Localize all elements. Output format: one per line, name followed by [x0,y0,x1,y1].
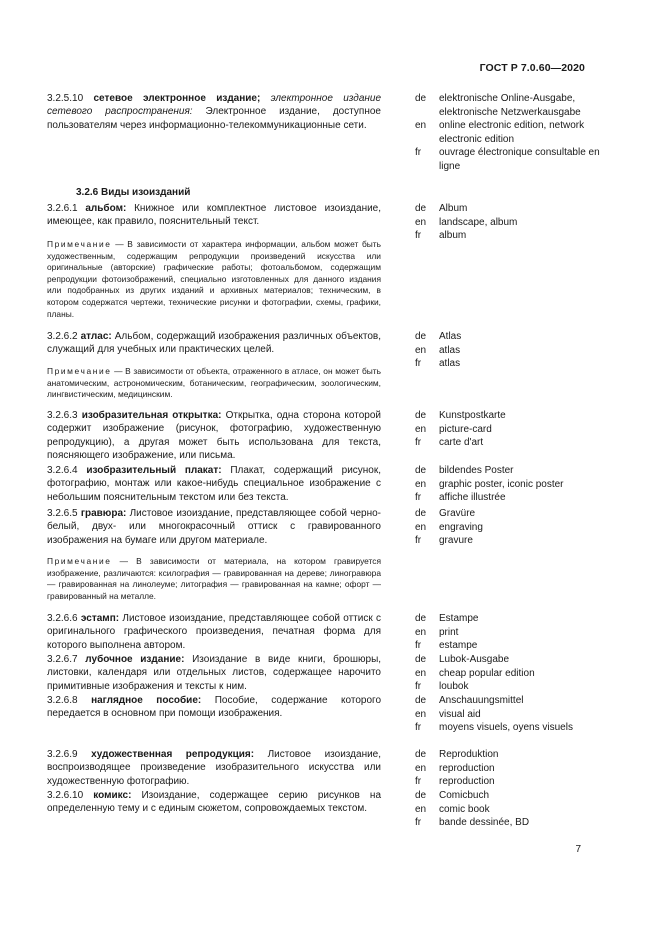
translated-term: Gravüre [439,508,476,519]
translated-term: album [439,230,467,242]
language-code: de [415,331,427,342]
translated-term: graphic poster, iconic poster [439,478,564,490]
translated-term: engraving [439,521,483,533]
translated-term: Reproduktion [439,749,499,760]
note: Примечание — В зависимости от характера информации, альбом может быть художественным, содержащим репродукции произведений искусства или оригинальные (авторские) графические работы; фотоальбомом, содержащим репродукции фотоизображений, специально изготовленных для данного издания или подобранных из других изданий и архивных материалов; техническим, в котором содержатся чертежи, технические рисунки и фотографии, схемы, графики, планы. [47,239,382,319]
term-entry: 3.2.6.1 альбом: Книжное или комплектное листовое изоиздание, имеющее, как правило, пояснительный текст. [47,203,382,228]
translated-term: online electronic edition, network electronic edition [439,120,585,145]
term-translation [415,229,615,243]
translated-term: Comicbuch [439,790,490,801]
language-code: en [415,344,427,356]
language-code: de [415,465,427,476]
term-translation [415,478,615,492]
term-translation [415,202,615,216]
translated-term: gravure [439,535,473,547]
term-translation [415,507,615,521]
foreign-equivalents [415,202,615,243]
foreign-equivalents [415,748,615,789]
term-translation [415,789,615,803]
language-code: en [415,120,427,132]
term-translation [415,639,615,653]
term-translation [415,612,615,626]
term-translation [415,92,615,119]
language-code: de [415,613,427,624]
language-code: en [415,521,427,533]
note: Примечание — В зависимости от объекта, отраженного в атласе, он может быть анатомическим, астрономическим, ботаническим, географическим, зоологическим, лингвистическим, медицинским. [47,366,381,400]
term-translation [415,694,615,708]
foreign-equivalents [415,92,615,174]
term-translation [415,216,615,230]
term-translation [415,423,615,437]
language-code: fr [415,492,422,504]
section-heading: 3.2.6 Виды изоизданий [76,187,191,198]
term-entry: 3.2.6.5 гравюра: Листовое изоиздание, представляющее собой черно-белый, двух- или многокрасочный оттиск с гравированного изображения на бумаге или другом материале. [47,508,381,546]
term-translation [415,803,615,817]
term-translation [415,667,615,681]
term-translation [415,775,615,789]
language-code: fr [415,681,422,693]
translated-term: cheap popular edition [439,667,535,679]
language-code: de [415,695,427,706]
term-translation [415,653,615,667]
term-translation [415,330,615,344]
standard-designation: ГОСТ Р 7.0.60—2020 [479,62,585,74]
language-code: fr [415,722,422,734]
language-code: de [415,93,427,104]
term-translation [415,534,615,548]
foreign-equivalents [415,464,615,505]
term-entry: 3.2.6.7 лубочное издание: Изоиздание в виде книги, брошюры, листовки, календаря или отдельных листов, содержащее нарочито примитивные изображения и тексты к ним. [47,654,382,692]
translated-term: reproduction [439,762,495,774]
language-code: en [415,762,427,774]
language-code: en [415,478,427,490]
term-translation [415,436,615,450]
translated-term: loubok [439,681,469,693]
translated-term: affiche illustrée [439,492,506,504]
translated-term: Estampe [439,613,479,624]
translated-term: Anschauungsmittel [439,695,524,706]
translated-term: atlas [439,358,461,370]
language-code: en [415,626,427,638]
term-translation [415,708,615,722]
term-entry: 3.2.6.3 изобразительная открытка: Открытка, одна сторона которой содержит изображение (рисунок, фотографию, художественную репродукцию), а другая может быть использована для текста, поясняющего изображение, или письма. [47,410,381,462]
term-translation [415,146,615,173]
translated-term: visual aid [439,708,481,720]
page-number: 7 [575,844,581,855]
language-code: fr [415,535,422,547]
note: Примечание — В зависимости от материала, на котором гравируется изображение, различаются: ксилография — гравированная на дереве; линогравюра — гравированная на линолеуме; литография — гравированная на камне; офорт — гравированный на металле. [47,556,382,601]
translated-term: Lubok-Ausgabe [439,654,510,665]
language-code: de [415,410,427,421]
term-translation [415,762,615,776]
language-code: en [415,423,427,435]
translated-term: Atlas [439,331,462,342]
term-translation [415,521,615,535]
language-code: fr [415,640,422,652]
term-entry: 3.2.6.9 художественная репродукция: Листовое изоиздание, воспроизводящее произведение изобразительного искусства или художественную фотографию. [47,749,382,787]
term-entry: 3.2.6.2 атлас: Альбом, содержащий изображения различных объектов, служащий для учебных или практических целей. [47,331,381,356]
language-code: de [415,654,427,665]
foreign-equivalents [415,789,615,830]
translated-term: reproduction [439,776,495,788]
foreign-equivalents [415,653,615,694]
term-translation [415,721,615,735]
translated-term: estampe [439,640,478,652]
translated-term: elektronische Online-Ausgabe, elektronische Netzwerkausgabe [439,93,581,118]
language-code: de [415,508,427,519]
language-code: fr [415,358,422,370]
language-code: de [415,790,427,801]
language-code: fr [415,230,422,242]
foreign-equivalents [415,694,615,735]
term-entry: 3.2.6.6 эстамп: Листовое изоиздание, представляющее собой оттиск с оригинального графического произведения, печатная форма для которого выполнена автором. [47,613,382,651]
term-translation [415,119,615,146]
translated-term: carte d'art [439,437,484,449]
translated-term: Kunstpostkarte [439,410,506,421]
foreign-equivalents [415,507,615,548]
term-translation [415,626,615,640]
language-code: en [415,667,427,679]
foreign-equivalents [415,330,615,371]
translated-term: bildendes Poster [439,465,514,476]
language-code: en [415,216,427,228]
language-code: de [415,749,427,760]
term-translation [415,748,615,762]
translated-term: landscape, album [439,216,518,228]
translated-term: ouvrage électronique consultable en ligne [439,147,600,172]
term-translation [415,357,615,371]
term-translation [415,344,615,358]
translated-term: comic book [439,803,490,815]
translated-term: atlas [439,344,461,356]
term-entry: 3.2.6.4 изобразительный плакат: Плакат, содержащий рисунок, фотографию, монтаж или какое-нибудь специальное изображение с небольшим пояснительным текстом или без текста. [47,465,382,503]
translated-term: bande dessinée, BD [439,817,530,829]
term-entry: 3.2.6.10 комикс: Изоиздание, содержащее серию рисунков на определенную тему и с единым сюжетом, сопровождаемых текстом. [47,790,382,815]
term-translation [415,680,615,694]
term-translation [415,491,615,505]
language-code: fr [415,776,422,788]
language-code: fr [415,147,422,159]
translated-term: print [439,626,459,638]
language-code: fr [415,817,422,829]
term-translation [415,409,615,423]
term-entry: 3.2.6.8 наглядное пособие: Пособие, содержание которого передается в основном при помощи изображения. [47,695,382,720]
term-translation [415,464,615,478]
term-translation [415,816,615,830]
translated-term: picture-card [439,423,492,435]
translated-term: moyens visuels, oyens visuels [439,722,573,734]
language-code: de [415,203,427,214]
language-code: en [415,803,427,815]
language-code: en [415,708,427,720]
foreign-equivalents [415,409,615,450]
translated-term: Album [439,203,468,214]
term-entry: 3.2.5.10 сетевое электронное издание; электронное издание сетевого распространения: Электронное издание, доступное пользователям через информационно-телекоммуникационные сети. [47,93,382,131]
foreign-equivalents [415,612,615,653]
language-code: fr [415,437,422,449]
